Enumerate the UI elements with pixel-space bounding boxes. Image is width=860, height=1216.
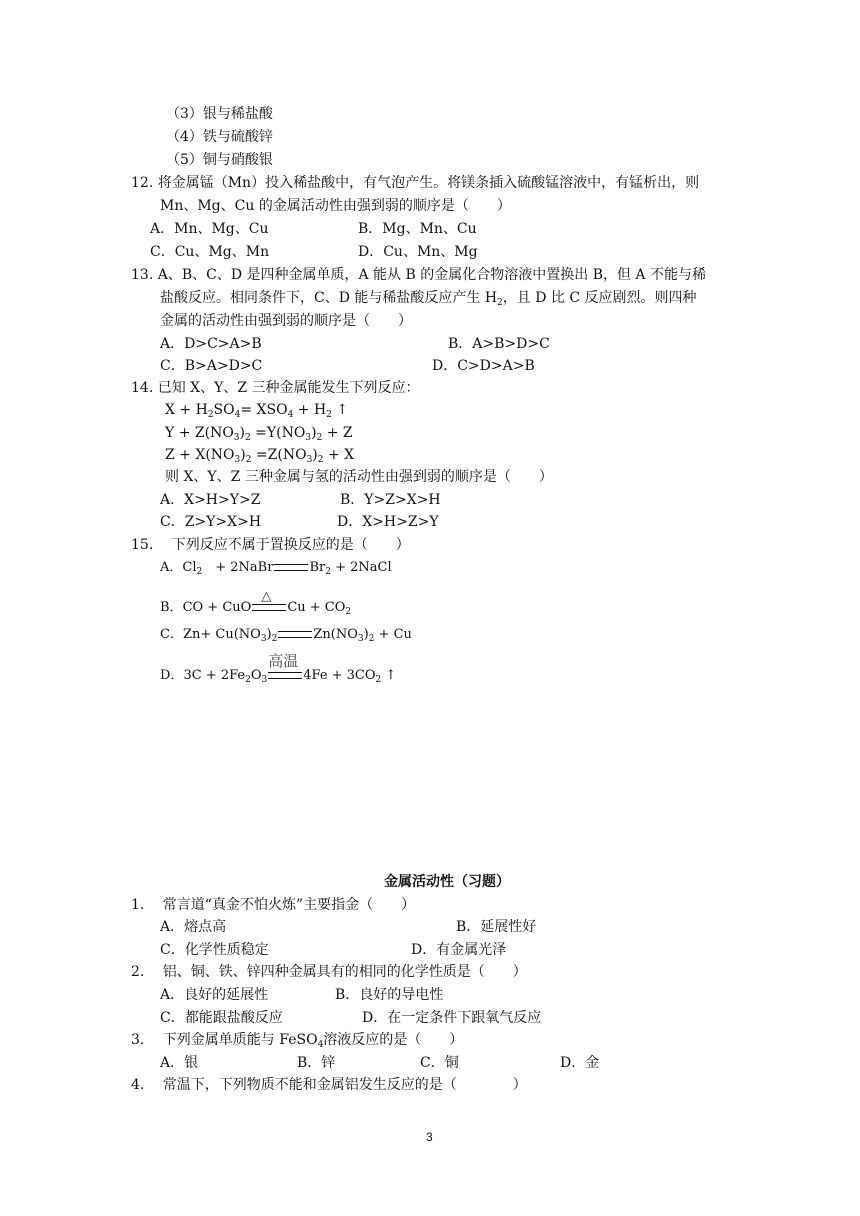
q13-option-a: A．D>C>A>B [160,336,262,352]
q12-option-c: C．Cu、Mg、Mn [150,244,270,260]
section-title: 金属活动性（习题） [384,874,510,890]
s2-option-c: C．都能跟盐酸反应 [160,1010,283,1026]
q14-line1: 14. 已知 X、Y、Z 三种金属能发生下列反应： [131,380,420,396]
high-temperature-label: 高温 [268,652,299,670]
q15-option-b: B．CO + CuO △ $Cu + CO_2$ [160,589,352,617]
q14-option-d: D．X>H>Z>Y [337,514,439,530]
q13-option-d: D．C>D>A>B [432,358,535,374]
q14-option-b: B．Y>Z>X>H [340,492,441,508]
s3-question: 3. 下列金属单质能与 FeSO$_4$溶液反应的是（ ） [131,1032,464,1050]
heat-condition-equals [252,589,286,611]
q14-equation-2: $Y + Z(NO_3)_2 =Y(NO_3)_2 + Z$ [165,425,353,443]
q12-option-b: B．Mg、Mn、Cu [358,221,477,237]
s3-option-c: C．铜 [420,1055,459,1071]
q14-option-c: C．Z>Y>X>H [160,514,262,530]
item-copper-agno3: （5）铜与硝酸银 [166,152,273,168]
q15-option-a: A．$Cl_2$ + 2NaBr $Br_2$ + 2NaCl [160,560,392,577]
s3-option-b: B．锌 [297,1055,336,1071]
q14-equation-1: $X + H_2SO_4= XSO_4 + H_2$ ↑ [165,402,349,420]
s2-option-b: B．良好的导电性 [335,987,444,1003]
s1-option-d: D．有金属光泽 [411,942,507,958]
q13-option-b: B．A>B>D>C [448,336,550,352]
high-temperature-equals [268,652,302,679]
q15-line1: 15. 下列反应不属于置换反应的是（ ） [131,537,410,553]
s1-option-a: A．熔点高 [160,919,227,935]
q12-option-d: D．Cu、Mn、Mg [358,244,478,260]
q13-line3: 金属的活动性由强到弱的顺序是（ ） [160,313,412,329]
q15-option-d: D．$3C + 2Fe_2O_3$ 高温 $4Fe + 3CO_2$ ↑ [160,652,397,685]
q14-equation-3: $Z + X(NO_3)_2 =Z(NO_3)_2 + X$ [165,447,355,465]
s1-option-b: B．延展性好 [456,919,537,935]
q14-question: 则 X、Y、Z 三种金属与氢的活动性由强到弱的顺序是（ ） [165,469,553,485]
double-bond-equals [274,564,308,571]
s1-option-c: C．化学性质稳定 [160,942,269,958]
q14-option-a: A．X>H>Y>Z [160,492,261,508]
q13-line2: 盐酸反应。相同条件下，C、D 能与稀盐酸反应产生 $H_2$，且 D 比 C 反应剧烈。则四种 [160,290,697,308]
s2-option-d: D．在一定条件下跟氧气反应 [362,1010,542,1026]
q15-option-c: C．$Zn+ Cu(NO_3)_2$ $Zn(NO_3)_2 + Cu$ [160,627,412,644]
page-number: 3 [426,1130,433,1144]
heat-triangle-icon: △ [261,589,272,604]
q12-line2: Mn、Mg、Cu 的金属活动性由强到弱的顺序是（ ） [160,198,511,214]
s4-question: 4. 常温下，下列物质不能和金属铝发生反应的是（ ） [131,1077,527,1093]
s3-option-a: A．银 [160,1055,199,1071]
s2-question: 2. 铝、铜、铁、锌四种金属具有的相同的化学性质是（ ） [131,964,527,980]
item-iron-znso4: （4）铁与硫酸锌 [166,129,273,145]
q12-line1: 12. 将金属锰（Mn）投入稀盐酸中，有气泡产生。将镁条插入硫酸锰溶液中，有锰析出，则 [131,175,700,191]
s1-question: 1. 常言道“真金不怕火炼”主要指金（ ） [131,897,416,913]
q12-option-a: A．Mn、Mg、Cu [150,221,269,237]
double-bond-equals [278,631,312,638]
s2-option-a: A．良好的延展性 [160,987,269,1003]
q13-option-c: C．B>A>D>C [160,358,263,374]
s3-option-d: D．金 [560,1055,600,1071]
item-silver-hcl: （3）银与稀盐酸 [166,106,273,122]
q13-line1: 13. A、B、C、D 是四种金属单质，A 能从 B 的金属化合物溶液中置换出 B，但 A 不能与稀 [131,267,706,283]
